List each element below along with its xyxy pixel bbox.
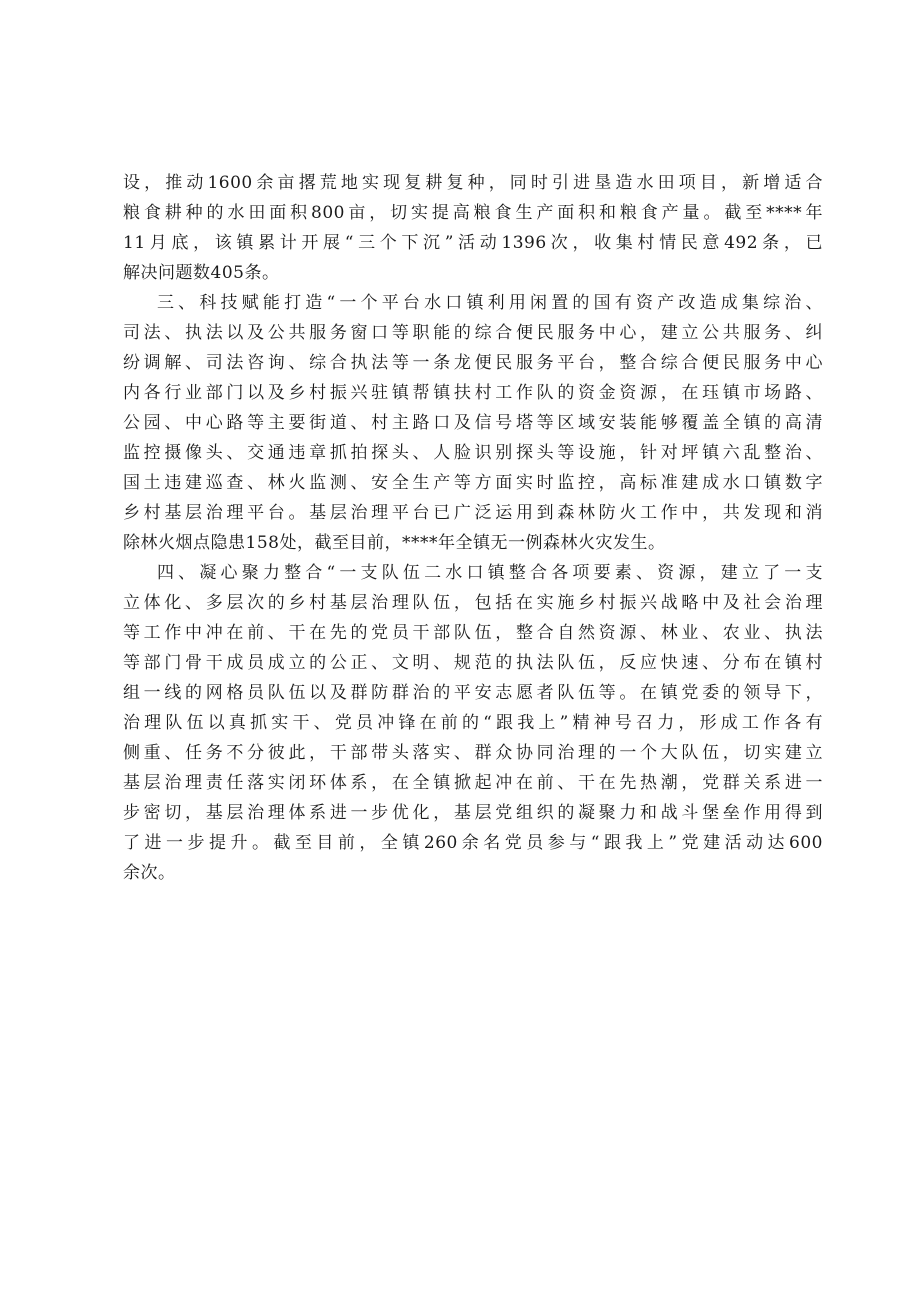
text-line: 设，推动1600余亩撂荒地实现复耕复种，同时引进垦造水田项目，新增适合 <box>123 173 823 193</box>
text-line: 三、科技赋能打造“一个平台水口镇利用闲置的国有资产改造成集综治、 <box>157 293 823 313</box>
paragraph-3 <box>123 558 823 888</box>
text-line: 公园、中心路等主要街道、村主路口及信号塔等区域安装能够覆盖全镇的高清 <box>123 413 823 433</box>
text-line: 了进一步提升。截至目前，全镇260余名党员参与“跟我上”党建活动达600 <box>123 833 823 853</box>
text-line: 国土违建巡查、林火监测、安全生产等方面实时监控，高标准建成水口镇数字 <box>123 473 823 493</box>
text-line: 解决问题数405条。 <box>123 263 280 283</box>
text-line: 侧重、任务不分彼此，干部带头落实、群众协同治理的一个大队伍，切实建立 <box>123 743 823 763</box>
text-line: 余次。 <box>123 863 176 883</box>
text-line: 司法、执法以及公共服务窗口等职能的综合便民服务中心，建立公共服务、纠 <box>123 323 823 343</box>
text-line: 治理队伍以真抓实干、党员冲锋在前的“跟我上”精神号召力，形成工作各有 <box>123 713 823 733</box>
text-line: 立体化、多层次的乡村基层治理队伍，包括在实施乡村振兴战略中及社会治理 <box>123 593 823 613</box>
paragraph-1 <box>123 168 823 288</box>
text-line: 内各行业部门以及乡村振兴驻镇帮镇扶村工作队的资金资源，在珏镇市场路、 <box>123 383 823 403</box>
text-line: 步密切，基层治理体系进一步优化，基层党组织的凝聚力和战斗堡垒作用得到 <box>123 803 823 823</box>
text-line: 乡村基层治理平台。基层治理平台已广泛运用到森林防火工作中，共发现和消 <box>123 503 823 523</box>
text-line: 11月底，该镇累计开展“三个下沉”活动1396次，收集村情民意492条，已 <box>123 233 823 253</box>
text-line: 监控摄像头、交通违章抓拍探头、人脸识别探头等设施，针对坪镇六乱整治、 <box>123 443 823 463</box>
text-line: 粮食耕种的水田面积800亩，切实提高粮食生产面积和粮食产量。截至****年 <box>123 203 823 223</box>
text-line: 组一线的网格员队伍以及群防群治的平安志愿者队伍等。在镇党委的领导下， <box>123 683 823 703</box>
text-line: 纷调解、司法咨询、综合执法等一条龙便民服务平台，整合综合便民服务中心 <box>123 353 823 373</box>
text-line: 基层治理责任落实闭环体系，在全镇掀起冲在前、干在先热潮，党群关系进一 <box>123 773 823 793</box>
text-line: 除林火烟点隐患158处，截至目前，****年全镇无一例森林火灾发生。 <box>123 533 666 553</box>
text-line: 等工作中冲在前、干在先的党员干部队伍，整合自然资源、林业、农业、执法 <box>123 623 823 643</box>
document-body <box>123 168 823 888</box>
paragraph-2 <box>123 288 823 558</box>
text-line: 四、凝心聚力整合“一支队伍二水口镇整合各项要素、资源，建立了一支 <box>157 563 823 583</box>
text-line: 等部门骨干成员成立的公正、文明、规范的执法队伍，反应快速、分布在镇村 <box>123 653 823 673</box>
